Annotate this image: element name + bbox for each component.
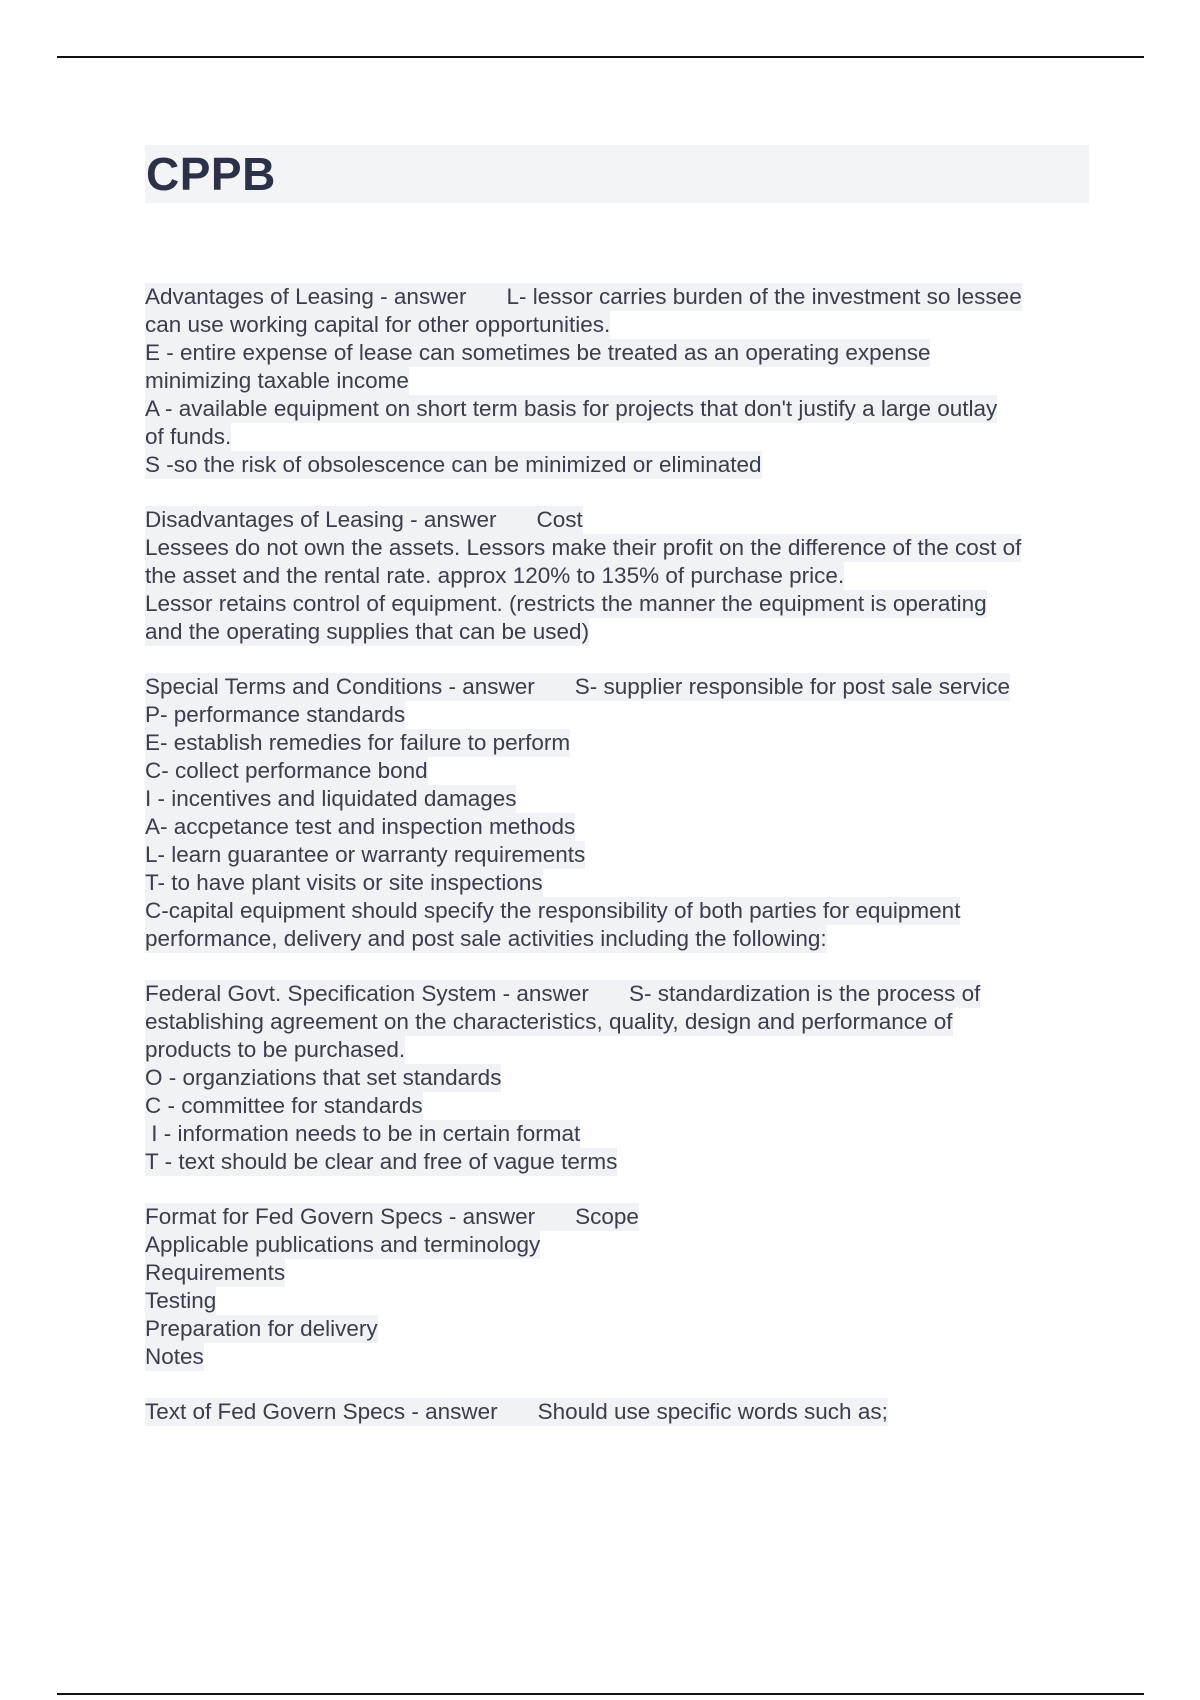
card-line: Lessees do not own the assets. Lessors make their profit on the difference of the cost of	[145, 535, 1022, 560]
card-line: and the operating supplies that can be used)	[145, 619, 590, 644]
card-header-line	[145, 283, 1022, 311]
card-line: C- collect performance bond	[145, 758, 428, 783]
card-term: Advantages of Leasing - answer	[145, 284, 467, 309]
card-line: Lessor retains control of equipment. (restricts the manner the equipment is operating	[145, 591, 987, 616]
card-header-line	[145, 980, 980, 1008]
card-line: of funds.	[145, 424, 232, 449]
title-band	[145, 145, 1089, 203]
card-line: L- learn guarantee or warranty requirements	[145, 842, 586, 867]
card-line: establishing agreement on the characteristics, quality, design and performance of	[145, 1009, 953, 1034]
card-term: Disadvantages of Leasing - answer	[145, 507, 497, 532]
card-line: C - committee for standards	[145, 1093, 423, 1118]
card-line: O - organziations that set standards	[145, 1065, 502, 1090]
card-term: Federal Govt. Specification System - answer	[145, 981, 589, 1006]
card-header-line	[145, 1398, 888, 1426]
card-line: Testing	[145, 1288, 217, 1313]
card-line: I - information needs to be in certain format	[145, 1121, 581, 1146]
card-line: E- establish remedies for failure to perform	[145, 730, 571, 755]
flashcard-text-fed-specs	[145, 1398, 1095, 1426]
card-line: Applicable publications and terminology	[145, 1232, 541, 1257]
flashcard-advantages-of-leasing	[145, 283, 1095, 479]
flashcard-special-terms	[145, 673, 1095, 953]
card-line: can use working capital for other opportunities.	[145, 312, 611, 337]
card-answer-first: Scope	[575, 1204, 639, 1229]
card-line: P- performance standards	[145, 702, 406, 727]
card-line: Requirements	[145, 1260, 286, 1285]
card-header-line	[145, 506, 583, 534]
card-term: Text of Fed Govern Specs - answer	[145, 1399, 498, 1424]
card-line: C-capital equipment should specify the responsibility of both parties for equipment	[145, 898, 961, 923]
card-line: products to be purchased.	[145, 1037, 406, 1062]
card-line: Preparation for delivery	[145, 1316, 378, 1341]
top-rule	[57, 56, 1144, 58]
card-answer-first: L- lessor carries burden of the investment so lessee	[506, 284, 1022, 309]
card-line: the asset and the rental rate. approx 120% to 135% of purchase price.	[145, 563, 845, 588]
card-line: performance, delivery and post sale activities including the following:	[145, 926, 827, 951]
card-line: A- accpetance test and inspection methods	[145, 814, 576, 839]
card-answer-first: Cost	[536, 507, 583, 532]
card-term: Format for Fed Govern Specs - answer	[145, 1204, 536, 1229]
flashcard-disadvantages-of-leasing	[145, 506, 1095, 646]
card-line: T- to have plant visits or site inspections	[145, 870, 543, 895]
card-term: Special Terms and Conditions - answer	[145, 674, 535, 699]
card-line: Notes	[145, 1344, 204, 1369]
card-line: I - incentives and liquidated damages	[145, 786, 517, 811]
document-title: CPPB	[146, 148, 276, 200]
card-line: minimizing taxable income	[145, 368, 409, 393]
card-line: A - available equipment on short term basis for projects that don't justify a large outlay	[145, 396, 998, 421]
flashcard-federal-spec-system	[145, 980, 1095, 1176]
card-header-line	[145, 1203, 639, 1231]
flashcard-format-fed-specs	[145, 1203, 1095, 1371]
card-answer-first: S- standardization is the process of	[628, 981, 981, 1006]
card-line: E - entire expense of lease can sometimes be treated as an operating expense	[145, 340, 931, 365]
card-line: T - text should be clear and free of vague terms	[145, 1149, 618, 1174]
card-answer-first: Should use specific words such as;	[537, 1399, 888, 1424]
card-header-line	[145, 673, 1010, 701]
card-line: S -so the risk of obsolescence can be minimized or eliminated	[145, 452, 762, 477]
bottom-rule	[57, 1693, 1144, 1695]
card-answer-first: S- supplier responsible for post sale service	[574, 674, 1010, 699]
flashcard-list	[145, 283, 1095, 1453]
